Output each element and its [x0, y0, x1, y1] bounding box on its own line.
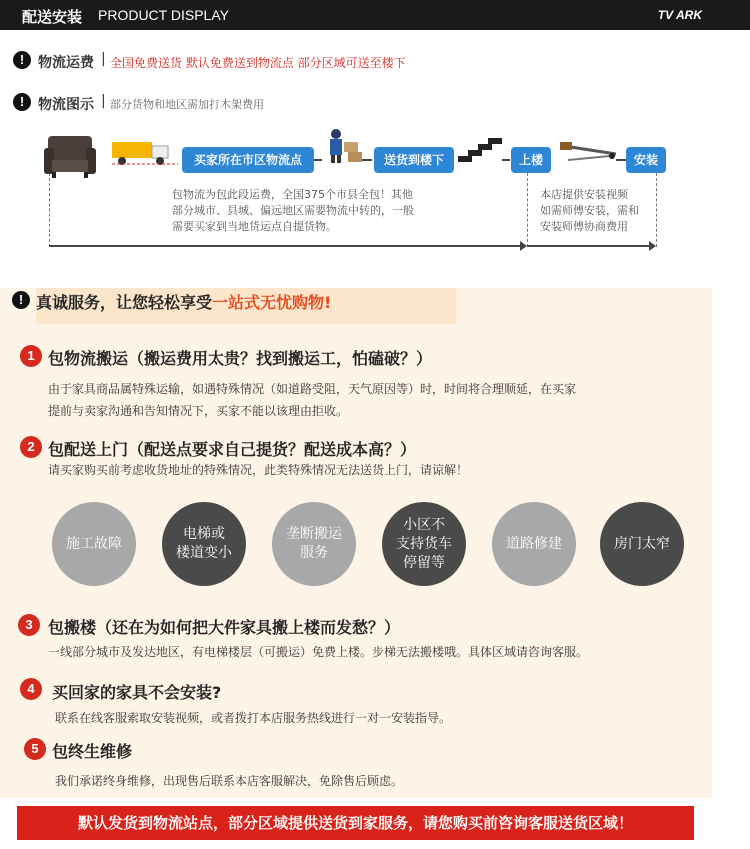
circle-no-truck-parking: 小区不 支持货车 停留等 [382, 502, 466, 586]
stairs-icon [458, 136, 502, 162]
arrow [49, 245, 520, 247]
logistics-diagram-note: 部分货物和地区需加打木架费用 [110, 98, 264, 111]
page-header [0, 0, 750, 30]
circle-construction-fault: 施工故障 [52, 502, 136, 586]
step-install: 安装 [626, 147, 666, 173]
section-3-title: 包搬楼（还在为如何把大件家具搬上楼而发愁？） [48, 618, 401, 637]
section-5-title: 包终生维修 [52, 742, 133, 761]
flow-info-right: 本店提供安装视频 如需师傅安装，需和 安装师傅协商费用 [540, 188, 639, 233]
section-1-title: 包物流搬运（搬运费用太贵？找到搬运工，怕磕破？） [48, 349, 433, 368]
arrow-head [520, 241, 527, 251]
step-logistics-point: 买家所在市区物流点 [182, 147, 314, 173]
arrow [362, 159, 372, 161]
section-4-body: 联系在线客服索取安装视频，或者拨打本店服务热线进行一对一安装指导。 [55, 711, 452, 725]
number-badge-3: 3 [18, 614, 40, 636]
logistics-fee-note: 全国免费送货 默认免费送到物流点 部分区域可送至楼下 [110, 56, 406, 70]
step-deliver-downstairs: 送货到楼下 [374, 147, 454, 173]
exclamation-icon: ! [13, 93, 31, 111]
circle-elevator-narrow: 电梯或 楼道变小 [162, 502, 246, 586]
circle-road-construction: 道路修建 [492, 502, 576, 586]
header-title-cn: 配送安装 [22, 8, 83, 26]
section-4-title: 买回家的家具不会安装? [52, 683, 222, 702]
service-title: 真诚服务，让您轻松享受一站式无忧购物! [36, 293, 332, 312]
circle-narrow-door: 房门太窄 [600, 502, 684, 586]
brand-logo: TV ARK [657, 8, 702, 22]
number-badge-2: 2 [20, 436, 42, 458]
circle-monopoly-moving: 垄断搬运 服务 [272, 502, 356, 586]
arrow [502, 159, 510, 161]
number-badge-5: 5 [24, 738, 46, 760]
step-upstairs: 上楼 [511, 147, 551, 173]
dashed-line [527, 173, 528, 247]
number-badge-1: 1 [20, 345, 42, 367]
section-2-title: 包配送上门（配送点要求自己提货？配送成本高？） [48, 440, 417, 459]
exclamation-icon: ! [13, 51, 31, 69]
delivery-notice-banner: 默认发货到物流站点，部分区域提供送货到家服务，请您购买前咨询客服送货区域！ [17, 806, 694, 840]
arrow [314, 159, 322, 161]
header-title-en: PRODUCT DISPLAY [98, 7, 229, 23]
flow-info-left: 包物流为包此段运费，全国375个市县全包！其他 部分城市、县城、偏远地区需要物流中转的，一般 需要买家到当地货运点自提货物。 [172, 188, 414, 233]
section-5-body: 我们承诺终身维修，出现售后联系本店客服解决，免除售后顾虑。 [55, 774, 404, 788]
logistics-fee-label: 物流运费 [38, 55, 94, 71]
section-1-body: 由于家具商品属特殊运输，如遇特殊情况（如道路受阻，天气原因等）时，时间将合理顺延，在买家 提前与卖家沟通和告知情况下，买家不能以该理由拒收。 [48, 382, 577, 418]
number-badge-4: 4 [20, 678, 42, 700]
arrow [616, 159, 626, 161]
exclamation-icon: ! [12, 291, 30, 309]
logistics-diagram-label: 物流图示 [38, 97, 94, 113]
delivery-worker-icon [324, 128, 364, 164]
separator: | [101, 51, 106, 67]
sofa-icon [44, 132, 96, 180]
dashed-line [49, 173, 50, 247]
separator: | [101, 93, 106, 109]
section-3-body: 一线部分城市及发达地区，有电梯楼层（可搬运）免费上楼。步梯无法搬楼哦。具体区域请咨询客服。 [48, 645, 589, 659]
truck-icon [112, 136, 178, 166]
arrow [527, 245, 649, 247]
tools-icon [560, 138, 620, 164]
arrow-head [649, 241, 656, 251]
section-2-body: 请买家购买前考虑收货地址的特殊情况，此类特殊情况无法送货上门，请谅解！ [48, 463, 469, 477]
